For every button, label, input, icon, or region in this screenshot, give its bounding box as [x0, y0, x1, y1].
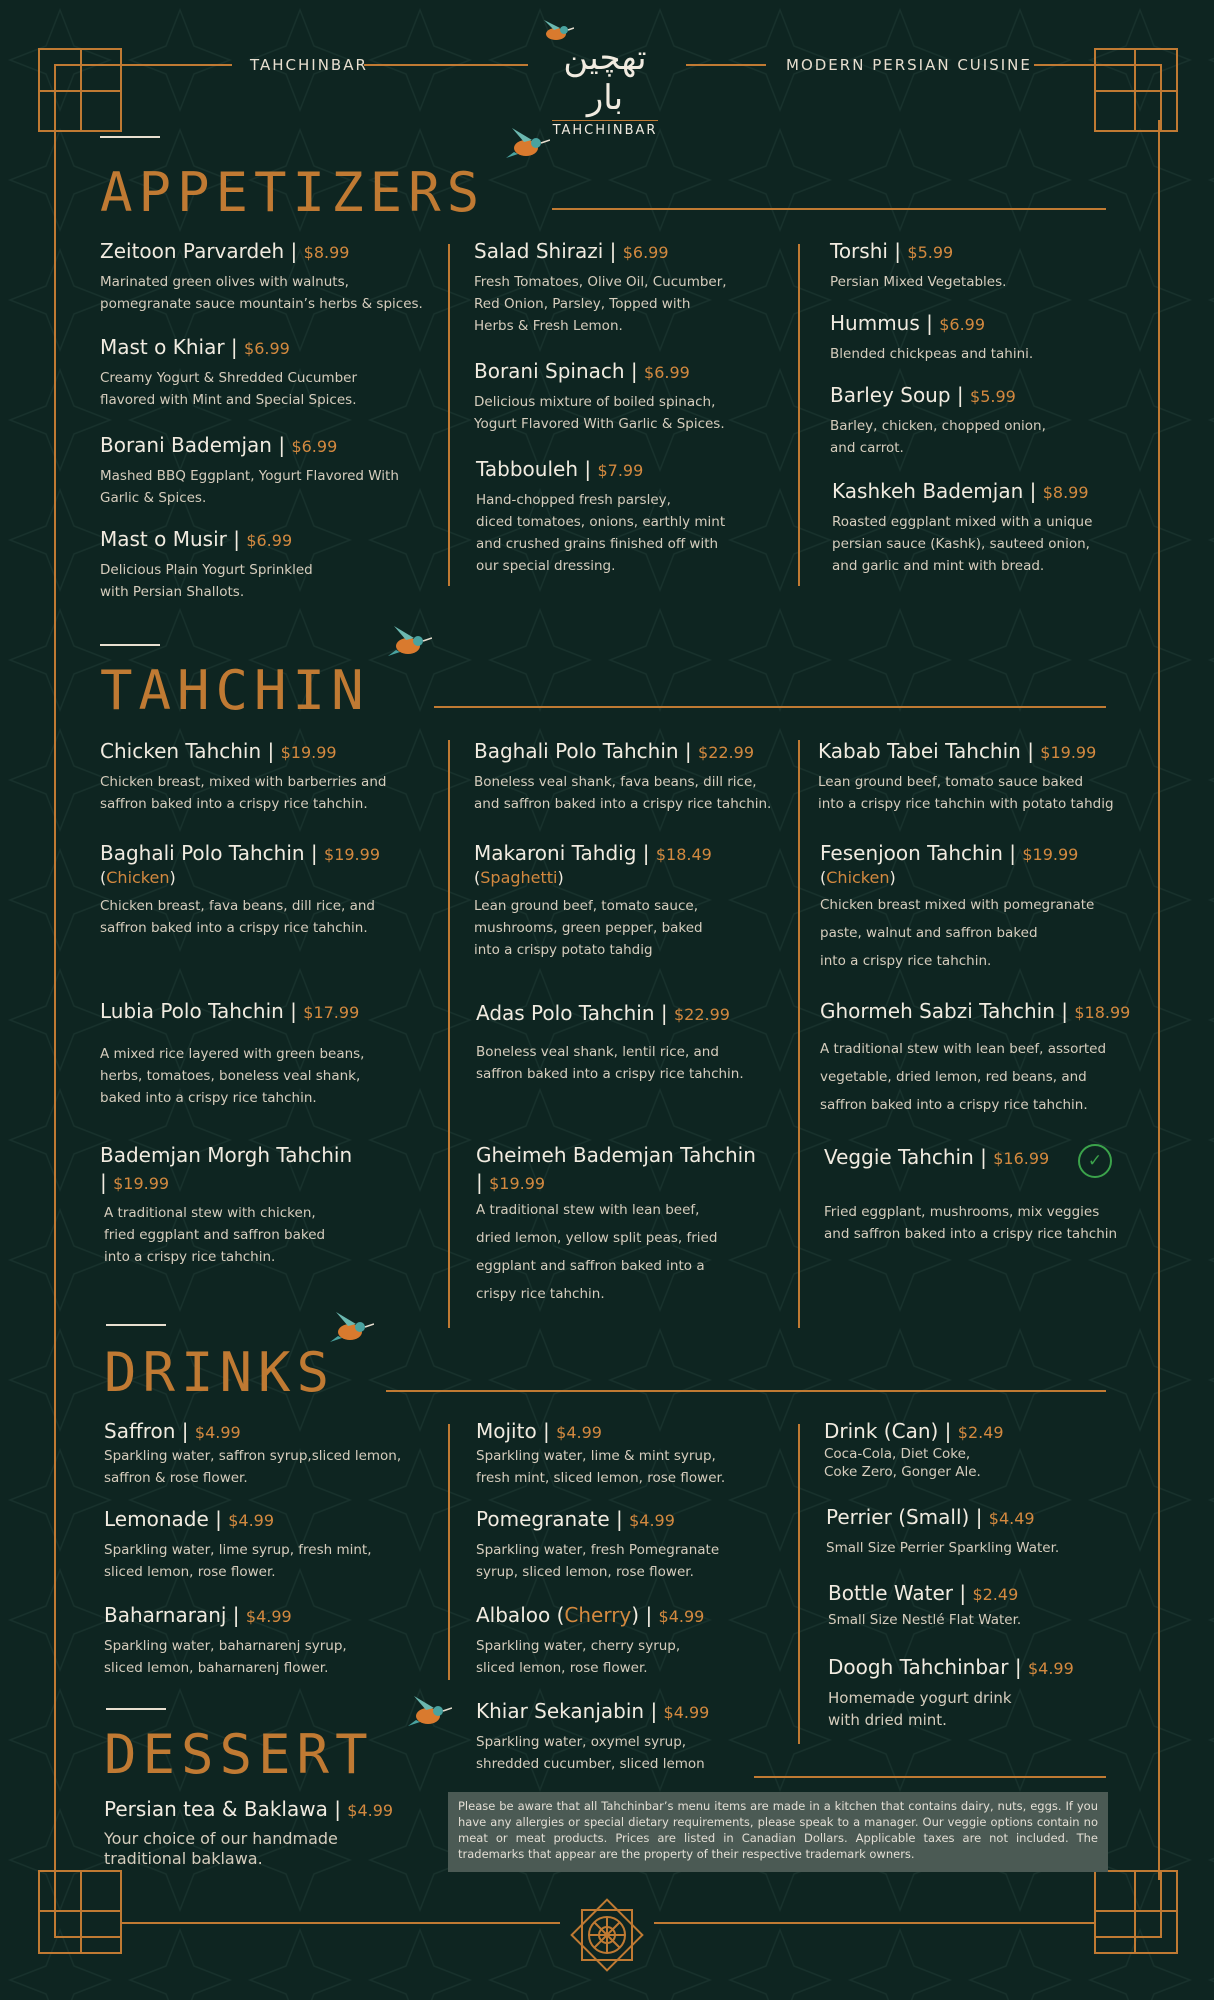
item-name: Torshi | [830, 239, 902, 263]
column-divider [448, 1424, 450, 1680]
item-name: Mast o Musir | [100, 527, 240, 551]
menu-item [828, 1580, 1021, 1631]
frame-top-right [1034, 64, 1094, 66]
item-price: $8.99 [303, 243, 350, 262]
item-description: Lean ground beef, tomato sauce, mushrooms, green pepper, baked into a crispy potato tahdig [474, 897, 703, 958]
item-name: Lemonade | [104, 1507, 222, 1531]
section-title-dessert: DESSERT [104, 1723, 374, 1786]
frame-bottom-left [120, 1922, 560, 1924]
menu-item [476, 456, 725, 577]
item-price: $2.49 [972, 1585, 1019, 1604]
frame-left [54, 120, 56, 1880]
section-rule [552, 208, 1106, 210]
item-name: Doogh Tahchinbar | [828, 1655, 1022, 1679]
item-variant: Cherry [564, 1603, 632, 1627]
menu-item [100, 998, 364, 1109]
section-dash [106, 1708, 166, 1710]
menu-item [824, 1418, 1004, 1481]
frame-top-mid-right [686, 64, 766, 66]
menu-item [830, 238, 1006, 293]
item-description: A mixed rice layered with green beans, herbs, tomatoes, boneless veal shank, baked into a crispy rice tahchin. [100, 1046, 365, 1106]
item-description: Your choice of our handmade traditional baklawa. [104, 1829, 338, 1868]
logo [540, 18, 670, 138]
menu-item: Fesenjoon Tahchin | $19.99 (Chicken) Chicken breast mixed with pomegranate paste, walnut and saffron baked into a crispy rice tahchin. [820, 840, 1094, 975]
section-dash [106, 1324, 166, 1326]
item-name: Tabbouleh | [476, 457, 592, 481]
item-price: $4.99 [194, 1423, 241, 1442]
column-divider [798, 740, 800, 1328]
item-name: Hummus | [830, 311, 933, 335]
item-name: Veggie Tahchin | [824, 1145, 987, 1169]
menu-item [832, 478, 1092, 577]
item-variant: Chicken [106, 868, 170, 887]
hummingbird-icon [408, 1694, 452, 1730]
item-name: Baghali Polo Tahchin | [100, 841, 318, 865]
item-name: Baharnaranj | [104, 1603, 240, 1627]
hummingbird-icon [388, 624, 432, 660]
item-name: Mojito | [476, 1419, 550, 1443]
item-description: Small Size Perrier Sparkling Water. [826, 1540, 1060, 1556]
menu-item [474, 238, 727, 337]
item-price: $6.99 [939, 315, 986, 334]
column-divider [798, 1424, 800, 1744]
item-name: Makaroni Tahdig | [474, 841, 650, 865]
menu-item: Albaloo (Cherry) | $4.99 Sparkling water, cherry syrup, sliced lemon, rose flower. [476, 1602, 704, 1679]
item-description: Delicious Plain Yogurt Sprinkled with Persian Shallots. [100, 562, 313, 600]
menu-item [476, 1698, 709, 1775]
item-price: $4.99 [658, 1607, 705, 1626]
item-variant: Spaghetti [480, 868, 558, 887]
item-description: Homemade yogurt drink with dried mint. [828, 1689, 1012, 1729]
header-right-label: MODERN PERSIAN CUISINE [786, 56, 1032, 74]
item-price: $6.99 [244, 339, 290, 358]
item-price: $5.99 [970, 387, 1016, 406]
item-price: $19.99 [1040, 743, 1097, 762]
item-price: $2.49 [957, 1423, 1004, 1442]
section-rule [754, 1776, 1106, 1778]
menu-item [100, 526, 313, 603]
item-name: Salad Shirazi | [474, 239, 617, 263]
item-description: Boneless veal shank, lentil rice, and saffron baked into a crispy rice tahchin. [476, 1044, 744, 1082]
item-name: Adas Polo Tahchin | [476, 1001, 668, 1025]
item-price: $4.99 [347, 1801, 394, 1820]
item-name: Pomegranate | [476, 1507, 623, 1531]
item-name: Barley Soup | [830, 383, 964, 407]
item-description: Coca-Cola, Diet Coke, Coke Zero, Gonger Ale. [824, 1446, 981, 1480]
item-price: $6.99 [291, 437, 338, 456]
item-name: Khiar Sekanjabin | [476, 1699, 658, 1723]
item-price: $4.99 [663, 1703, 710, 1722]
item-price: $6.99 [246, 531, 293, 550]
item-price: $4.99 [556, 1423, 602, 1442]
item-price: $19.99 [113, 1174, 170, 1193]
menu-item [828, 1654, 1074, 1731]
corner-ornament-top-left [38, 48, 120, 130]
item-description: Persian Mixed Vegetables. [830, 274, 1007, 290]
allergy-notice: Please be aware that all Tahchinbar’s menu items are made in a kitchen that contains dairy, nuts, eggs. If you have any allergies or special dietary requirements, please speak to a manager. Our veggie options contain no meat or meat products. Prices are listed in Canadian Dollars. Applicable taxes are not included. The trademarks that appear are the property of their respective trademark owners. [448, 1792, 1108, 1872]
item-description: Delicious mixture of boiled spinach, Yogurt Flavored With Garlic & Spices. [474, 394, 725, 432]
menu-item [104, 1796, 393, 1869]
item-price: $18.99 [1074, 1003, 1131, 1022]
menu-item [830, 310, 1033, 365]
menu-item [820, 998, 1130, 1119]
column-divider [798, 244, 800, 586]
menu-item [474, 358, 725, 435]
item-price: $19.99 [489, 1174, 546, 1193]
item-description: Barley, chicken, chopped onion, and carrot. [830, 418, 1046, 456]
item-price: $6.99 [622, 243, 669, 262]
section-rule [434, 706, 1106, 708]
item-price: $19.99 [324, 845, 380, 864]
frame-top-left [120, 64, 232, 66]
menu-item [104, 1506, 372, 1583]
menu-item: Bademjan Morgh Tahchin | $19.99 A traditional stew with chicken, fried eggplant and saffron baked into a crispy rice tahchin. [100, 1142, 352, 1268]
menu-item [104, 1602, 347, 1679]
item-price: $7.99 [597, 461, 644, 480]
section-title-drinks: DRINKS [104, 1341, 336, 1404]
item-price: $4.49 [988, 1509, 1035, 1528]
menu-item [476, 1000, 744, 1085]
item-price: $22.99 [698, 743, 754, 762]
menu-item: Gheimeh Bademjan Tahchin | $19.99 A traditional stew with lean beef, dried lemon, yellow split peas, fried eggplant and saffron baked into a crispy rice tahchin. [476, 1142, 756, 1308]
item-description: A traditional stew with chicken, fried eggplant and saffron baked into a crispy rice tahchin. [104, 1205, 326, 1265]
item-name: Mast o Khiar | [100, 335, 238, 359]
item-description: Sparkling water, baharnarenj syrup, sliced lemon, baharnarenj flower. [104, 1638, 347, 1676]
item-price: $19.99 [280, 743, 337, 762]
menu-item [100, 432, 399, 509]
item-name: Bottle Water | [828, 1581, 967, 1605]
item-price: $16.99 [993, 1149, 1050, 1168]
item-price: $18.49 [655, 845, 712, 864]
item-name: Persian tea & Baklawa | [104, 1797, 341, 1821]
item-description: Sparkling water, cherry syrup, sliced lemon, rose flower. [476, 1638, 681, 1676]
item-name: Albaloo [476, 1603, 551, 1627]
menu-item [476, 1418, 725, 1489]
item-description: Chicken breast mixed with pomegranate paste, walnut and saffron baked into a crispy rice tahchin. [820, 896, 1095, 969]
item-description: Boneless veal shank, fava beans, dill rice, and saffron baked into a crispy rice tahchin. [474, 774, 772, 812]
item-description: Chicken breast, fava beans, dill rice, and saffron baked into a crispy rice tahchin. [100, 897, 375, 936]
item-description: A traditional stew with lean beef, assorted vegetable, dried lemon, red beans, and saffron baked into a crispy rice tahchin. [820, 1041, 1107, 1113]
corner-ornament-bottom-right [1094, 1870, 1176, 1952]
item-name: Borani Spinach | [474, 359, 638, 383]
item-description: Small Size Nestlé Flat Water. [828, 1612, 1022, 1628]
menu-item [104, 1418, 401, 1489]
item-price: $22.99 [674, 1005, 730, 1024]
menu-item [830, 382, 1046, 459]
item-name: Saffron | [104, 1419, 189, 1443]
logo-english-text: TAHCHINBAR [552, 120, 658, 138]
item-price: $19.99 [1022, 845, 1079, 864]
frame-bottom-right [654, 1922, 1094, 1924]
persian-star-ornament-icon [562, 1890, 652, 1980]
item-price: $4.99 [245, 1607, 292, 1626]
item-name: Fesenjoon Tahchin | [820, 841, 1017, 865]
item-description: Roasted eggplant mixed with a unique persian sauce (Kashk), sauteed onion, and garlic and mint with bread. [832, 514, 1093, 574]
item-price: $17.99 [303, 1003, 360, 1022]
menu-item: Makaroni Tahdig | $18.49 (Spaghetti) Lean ground beef, tomato sauce, mushrooms, green pepper, baked into a crispy potato tahdig [474, 840, 712, 961]
column-divider [448, 244, 450, 586]
item-description: Hand-chopped fresh parsley, diced tomatoes, onions, earthly mint and crushed grains finished off with our special dressing. [476, 492, 726, 574]
item-description: Mashed BBQ Eggplant, Yogurt Flavored With Garlic & Spices. [100, 468, 399, 506]
header-left-label: TAHCHINBAR [250, 56, 368, 74]
item-name: Ghormeh Sabzi Tahchin | [820, 999, 1068, 1023]
item-price: $6.99 [644, 363, 690, 382]
item-price: $5.99 [907, 243, 954, 262]
hummingbird-icon [506, 126, 550, 162]
item-description: Blended chickpeas and tahini. [830, 346, 1034, 362]
item-description: Chicken breast, mixed with barberries and saffron baked into a crispy rice tahchin. [100, 774, 387, 812]
item-name: Bademjan Morgh Tahchin [100, 1143, 353, 1167]
item-name: Lubia Polo Tahchin | [100, 999, 297, 1023]
corner-ornament-top-right [1094, 48, 1176, 130]
item-price: $4.99 [228, 1511, 275, 1530]
menu-item [100, 334, 357, 411]
menu-item [100, 238, 423, 315]
item-description: Sparkling water, fresh Pomegranate syrup, sliced lemon, rose flower. [476, 1542, 720, 1580]
frame-right [1158, 120, 1160, 1880]
section-rule [386, 1390, 1106, 1392]
menu-item [824, 1144, 1117, 1245]
item-price: $4.99 [1027, 1659, 1074, 1678]
section-title-appetizers: APPETIZERS [100, 161, 486, 224]
item-price: $8.99 [1042, 483, 1089, 502]
item-description: A traditional stew with lean beef, dried lemon, yellow split peas, fried eggplant and saffron baked into a crispy rice tahchin. [476, 1202, 718, 1302]
item-description: Marinated green olives with walnuts, pomegranate sauce mountain’s herbs & spices. [100, 274, 423, 312]
item-description: Sparkling water, lime syrup, fresh mint, sliced lemon, rose flower. [104, 1542, 372, 1580]
item-description: Sparkling water, lime & mint syrup, fresh mint, sliced lemon, rose flower. [476, 1448, 726, 1486]
frame-top-mid-left [364, 64, 528, 66]
item-name: Borani Bademjan | [100, 433, 286, 457]
section-title-tahchin: TAHCHIN [100, 659, 370, 722]
column-divider [448, 740, 450, 1328]
item-name: Kashkeh Bademjan | [832, 479, 1037, 503]
item-description: Sparkling water, saffron syrup,sliced lemon, saffron & rose flower. [104, 1448, 402, 1486]
menu-item [474, 738, 771, 815]
menu-item [476, 1506, 719, 1583]
item-description: Lean ground beef, tomato sauce baked into a crispy rice tahchin with potato tahdig [818, 774, 1114, 812]
item-description: Creamy Yogurt & Shredded Cucumber flavored with Mint and Special Spices. [100, 370, 358, 408]
item-description: Fried eggplant, mushrooms, mix veggies and saffron baked into a crispy rice tahchin [824, 1204, 1118, 1242]
item-name: Chicken Tahchin | [100, 739, 275, 763]
item-name: Kabab Tabei Tahchin | [818, 739, 1034, 763]
menu-item [826, 1504, 1059, 1559]
veggie-leaf-icon: ✓ [1078, 1144, 1112, 1178]
item-price: $4.99 [629, 1511, 675, 1530]
menu-item [100, 738, 386, 815]
item-description: Fresh Tomatoes, Olive Oil, Cucumber, Red Onion, Parsley, Topped with Herbs & Fresh Lemon. [474, 274, 727, 334]
hummingbird-icon [540, 18, 574, 44]
hummingbird-icon [330, 1310, 374, 1346]
item-name: Baghali Polo Tahchin | [474, 739, 692, 763]
item-name: Zeitoon Parvardeh | [100, 239, 298, 263]
item-variant: Chicken [826, 868, 890, 887]
section-dash [100, 136, 160, 138]
menu-item [818, 738, 1114, 815]
logo-persian-text: تهچین بار [563, 38, 647, 118]
item-name: Perrier (Small) | [826, 1505, 983, 1529]
menu-item: Baghali Polo Tahchin | $19.99 (Chicken) Chicken breast, fava beans, dill rice, and saffron baked into a crispy rice tahchin. [100, 840, 380, 939]
item-name: Drink (Can) | [824, 1419, 952, 1443]
item-description: Sparkling water, oxymel syrup, shredded cucumber, sliced lemon [476, 1734, 705, 1772]
item-name: Gheimeh Bademjan Tahchin [476, 1143, 756, 1167]
section-dash [100, 644, 160, 646]
corner-ornament-bottom-left [38, 1870, 120, 1952]
